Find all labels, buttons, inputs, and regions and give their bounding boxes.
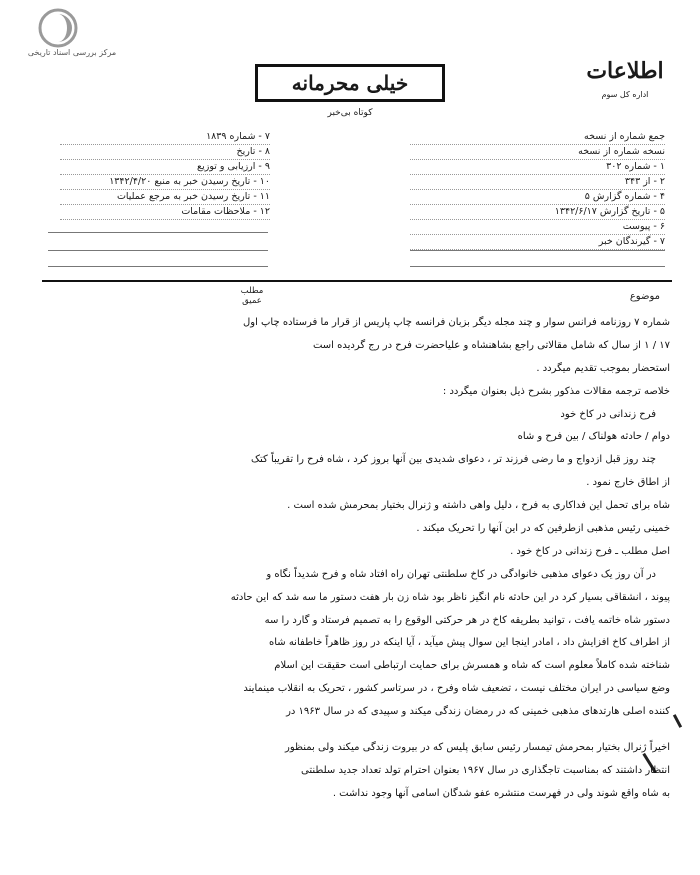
meta-field: ۷ - گیرندگان خبر [410,235,665,250]
body-line: دستور شاه خاتمه یافت ، توانید بطریقه کاخ در هر حرکتی الوقوع را به تصمیم فرستاد و گارد را سه [264,614,670,626]
meta-field: ۷ - شماره ۱۸۳۹ [60,130,270,145]
meta-field: ۱۰ - تاریخ رسیدن خبر به منبع ۱۳۴۲/۴/۲۰ [60,175,270,190]
body-line: فرح زندانی در کاخ خود [560,408,656,420]
body-line: چند روز قبل ازدواج و ما رضی فرزند تر ، دعوای شدیدی بین آنها بروز کرد ، شاه فرح را تقریباً کتک [251,454,656,466]
report-footer [30,736,670,805]
meta-field: ۱۲ - ملاحظات مقامات [60,205,270,220]
meta-field: ۸ - تاریخ [60,145,270,160]
blank-line [48,266,268,267]
meta-field: ۶ - پیوست [410,220,665,235]
body-line: خمینی رئیس مذهبی ازطرفین که در این آنها را تحریک میکند . [416,523,670,535]
body-line: از اطراف کاخ افزایش داد ، امادر اینجا این سوال پیش میآید ، آیا اینکه در روز ظاهراً خاطفانه شاه [268,637,670,649]
footer-line: اخیراً ژنرال بختیار بمحرمش تیمسار رئیس سابق پلیس که در بیروت زندگی میکند ولی بمنظور [285,742,670,753]
body-line: شاه برای تحمل این فداکاری به فرح ، دلیل واهی داشته و ژنرال بختیار بمحرمش شده است . [287,500,670,512]
organization-subtitle: اداره کل سوم [601,90,649,99]
body-line: از اطاق خارج نمود . [586,477,670,489]
meta-fields-left [60,130,270,220]
subject-label: موضوع [629,291,660,302]
meta-fields-right [410,130,665,250]
body-line: ۱۷ / ۱ از سال که شامل مقالاتی راجع بشاهنشاه و علیاحضرت فرح در رج گردیده است [312,339,670,351]
meta-field: نسخه شماره از نسخه [410,145,665,160]
classification-note: کوتاه بی‌خبر [327,108,373,118]
classification-stamp: خیلی محرمانه [255,64,445,102]
meta-field: ۴ - شماره گزارش ۵ [410,190,665,205]
meta-field: جمع شماره از نسخه [410,130,665,145]
blank-line [410,250,665,251]
meta-field: ۱ - شماره ۳۰۲ [410,160,665,175]
header-separator [42,280,672,282]
organization-mark: اطلاعات [586,58,664,84]
body-line: استحضار بموجب تقدیم میگردد . [536,362,670,374]
body-line: خلاصه ترجمه مقالات مذکور بشرح ذیل بعنوان میگردد : [442,385,670,397]
footer-line: به شاه واقع شوند ولی در فهرست منتشره عفو شدگان اسامی آنها وجود نداشت . [332,788,670,799]
meta-field: ۵ - تاریخ گزارش ۱۳۴۲/۶/۱۷ [410,205,665,220]
blank-line [410,266,665,267]
meta-field: ۲ - از ۳۴۳ [410,175,665,190]
body-line: دوام / حادثه هولناک / بین فرح و شاه [517,431,670,443]
body-line: کننده اصلی هارتدهای مذهبی خمینی که در رمضان زندگی میکند و سپیدی که در سال ۱۹۶۳ در [286,706,670,718]
body-line: در آن روز یک دعوای مذهبی خانوادگی در کاخ سلطنتی تهران راه افتاد شاه و فرح شدیداً نگاه و [266,568,656,580]
archive-logo [22,8,122,64]
archive-emblem-icon [38,8,78,48]
body-line: شماره ۷ روزنامه فرانس سوار و چند مجله دیگر بزبان فرانسه چاپ پاریس از قرار ما فرستاده چاپ اول [242,317,670,328]
report-body [30,312,670,724]
blank-line [48,232,268,233]
body-line: شناخته شده کاملاً معلوم است که شاه و همسرش برای حمایت ارتباطی است حقیقت این اسلام [274,660,670,672]
margin-mark [673,714,682,728]
blank-line [48,250,268,251]
body-line: پیوند ، انشقاقی بسیار کرد در این حادثه نام انگیز ناظر بود شاه زن بار هفت دستور ما سه شد که این حادثه [230,591,670,603]
body-line: وضع سیاسی در ایران مختلف نیست ، تضعیف شاه وفرح ، در سرتاسر کشور ، تحریک به انقلاب مینمایند [243,683,670,695]
archive-logo-text: مرکز بررسی اسناد تاریخی [27,48,117,57]
meta-field: ۹ - ارزیابی و توزیع [60,160,270,175]
subject-mark: مطلب عمیق [240,286,264,306]
body-line: اصل مطلب ـ فرح زندانی در کاخ خود . [510,545,670,557]
meta-field: ۱۱ - تاریخ رسیدن خبر به مرجع عملیات [60,190,270,205]
footer-line: انتظار داشتند که بمناسبت تاجگذاری در سال ۱۹۶۷ بعنوان احترام تولد تعداد جدید سلطنتی [301,765,670,776]
